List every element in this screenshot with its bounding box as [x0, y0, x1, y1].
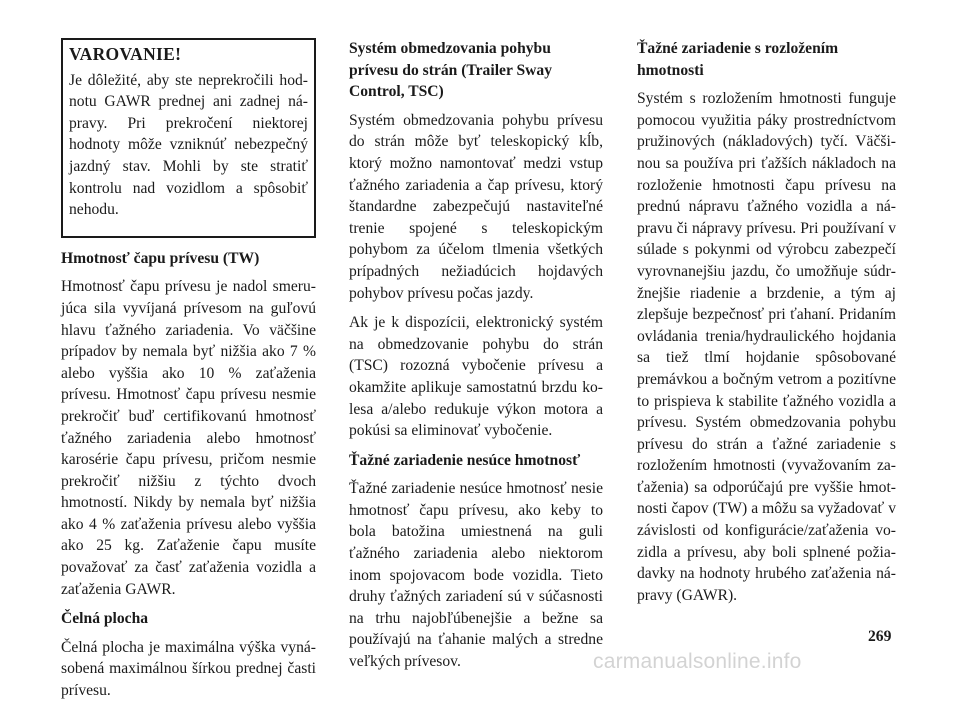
- weight-distributing-text: Systém s rozložením hmotnosti funguje pomocou využitia páky prostredníctvom pružinových (nákladových) tyčí. Väčšinou sa používa pri ťažších nákladoch na rozloženie hmotnosti čapu prívesu na prednú nápravu ťažného vozidla a nápravu či nápravy prívesu. Pri používaní v súlade s pokynmi od výrobcu zabezpečí vyrovnanejšiu jazdu, čo umožňuje súdržnejšie riadenie a brzdenie, a tým aj zlepšuje bezpečnosť pri ťahaní. Pridaním ovládania trenia/hydraulického hojdania sa tiež tlmí hojdanie spôsobované premávkou a bočným vetrom a pozitívne to prispieva k stabilite ťažného vozidla a prívesu. Systém obmedzovania pohybu prívesu do strán a ťažné zariadenie s rozložením hmotnosti (vyvažovaním zaťaženia) sa odporúčajú pre vyššie hmotnosti čapov (TW) a môžu sa vyžadovať v závislosti od konfigurácie/zaťaženia vozidla a prívesu, aby boli splnené požiadavky na hodnoty hrubého zaťaženia nápravy (GAWR).: [637, 90, 896, 604]
- tsc-heading: Systém obmedzovania pohybu prívesu do strán (Trailer Sway Control, TSC): [349, 40, 553, 101]
- tsc-paragraph-2: Ak je k dispozícii, elektronický systém na obmedzovanie pohybu do strán (TSC) rozozná vybočenie prívesu a okamžite aplikuje samostatnú brzdu kolesa a/alebo redukuje výkon motora a pokúsi sa eliminovať vybočenie.: [349, 314, 603, 440]
- column-left: [61, 38, 316, 710]
- warning-title: VAROVANIE!: [69, 44, 182, 64]
- weight-carrying-heading: Ťažné zariadenie nesúce hmotnosť: [349, 451, 581, 469]
- page-number: 269: [868, 628, 892, 645]
- warning-box: [61, 38, 316, 238]
- tongue-weight-heading: Hmotnosť čapu prívesu (TW): [61, 249, 260, 267]
- column-middle: [349, 38, 603, 681]
- frontal-area-text: Čelná plocha je maximálna výška vynásobená maximálnou šírkou prednej časti prívesu.: [61, 638, 316, 700]
- warning-text: Je dôležité, aby ste neprekročili hodnotu GAWR prednej ani zadnej nápravy. Pri prekročení niektorej hodnoty môže vzniknúť nebezpečný jazdný stav. Mohli by ste stratiť kontrolu nad vozidlom a spôsobiť nehodu.: [69, 71, 308, 219]
- frontal-area-heading: Čelná plocha: [61, 610, 149, 628]
- column-right: [637, 38, 896, 614]
- watermark: carmanualsonline.info: [593, 650, 802, 673]
- weight-distributing-heading: Ťažné zariadenie s rozložením hmotnosti: [637, 40, 839, 79]
- weight-carrying-text: Ťažné zariadenie nesúce hmotnosť nesie hmotnosť čapu prívesu, ako keby to bola batožina umiestnená na guli ťažného zariadenia alebo niektorom inom spojovacom bode vozidla. Tieto druhy ťažných zariadení sú v súčasnosti na trhu najobľúbenejšie a bežne sa používajú na ťahanie malých a stredne veľkých prívesov.: [349, 480, 603, 671]
- tongue-weight-text: Hmotnosť čapu prívesu je nadol smerujúca sila vyvíjaná prívesom na guľovú hlavu ťažného zariadenia. Vo väčšine prípadov by nemala byť nižšia ako 7 % alebo vyššia ako 10 % zaťaženia prívesu. Hmotnosť čapu prívesu nesmie prekročiť buď certifikovanú hmotnosť ťažného zariadenia alebo hmotnosť karosérie čapu prívesu, pričom nesmie prekročiť nižšiu z týchto dvoch hmotností. Nikdy by nemala byť nižšia ako 4 % zaťaženia prívesu alebo vyššia ako 25 kg. Zaťaženie čapu musíte považovať za časť zaťaženia vozidla a zaťaženia GAWR.: [61, 278, 316, 598]
- tsc-paragraph-1: Systém obmedzovania pohybu prívesu do strán môže byť teleskopický kĺb, ktorý možno namontovať medzi vstup ťažného zariadenia a čap prívesu, ktorý štandardne zabezpečujú nastaviteľné trenie spojené s teleskopickým pohybom za účelom tlmenia všetkých prípadných nežiadúcich hojdavých pohybov prívesu počas jazdy.: [349, 111, 603, 302]
